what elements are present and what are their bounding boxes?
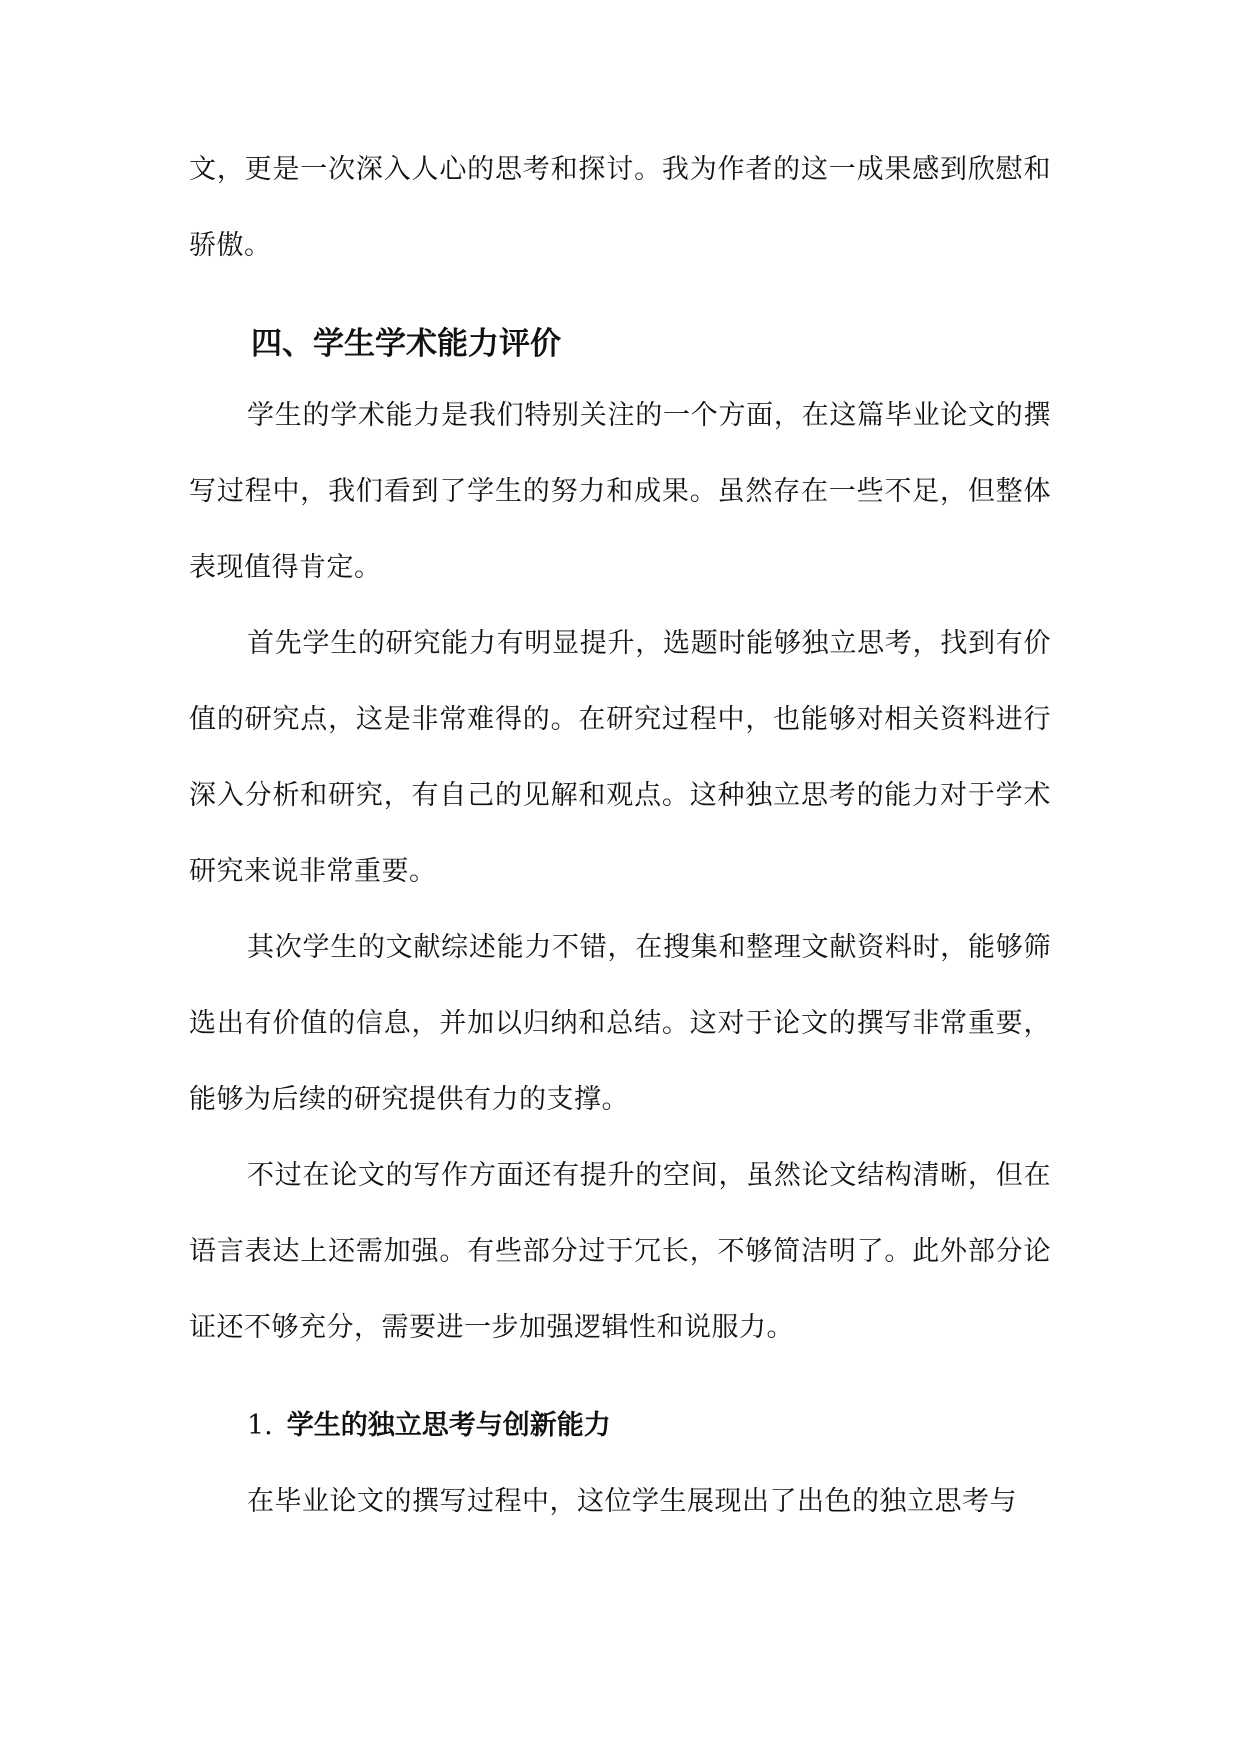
subsection-heading — [189, 1406, 1051, 1446]
document-body — [189, 132, 1051, 1540]
intro-paragraph: 文，更是一次深入人心的思考和探讨。我为作者的这一成果感到欣慰和骄傲。 — [189, 154, 1051, 261]
paragraph-2: 首先学生的研究能力有明显提升，选题时能够独立思考，找到有价值的研究点，这是非常难得的。在研究过程中，也能够对相关资料进行深入分析和研究，有自己的见解和观点。这种独立思考的能力对于学术研究来说非常重要。 — [189, 628, 1051, 887]
closing-paragraph: 在毕业论文的撰写过程中，这位学生展现出了出色的独立思考与 — [247, 1486, 1017, 1517]
subsection-number: 1. — [247, 1410, 273, 1441]
section-heading: 四、学生学术能力评价 — [251, 326, 561, 362]
paragraph-1: 学生的学术能力是我们特别关注的一个方面，在这篇毕业论文的撰写过程中，我们看到了学生的努力和成果。虽然存在一些不足，但整体表现值得肯定。 — [189, 400, 1051, 583]
paragraph-3: 其次学生的文献综述能力不错，在搜集和整理文献资料时，能够筛选出有价值的信息，并加以归纳和总结。这对于论文的撰写非常重要，能够为后续的研究提供有力的支撑。 — [189, 932, 1051, 1115]
paragraph-4: 不过在论文的写作方面还有提升的空间，虽然论文结构清晰，但在语言表达上还需加强。有些部分过于冗长，不够简洁明了。此外部分论证还不够充分，需要进一步加强逻辑性和说服力。 — [189, 1160, 1051, 1343]
subsection-title: 学生的独立思考与创新能力 — [286, 1410, 611, 1441]
